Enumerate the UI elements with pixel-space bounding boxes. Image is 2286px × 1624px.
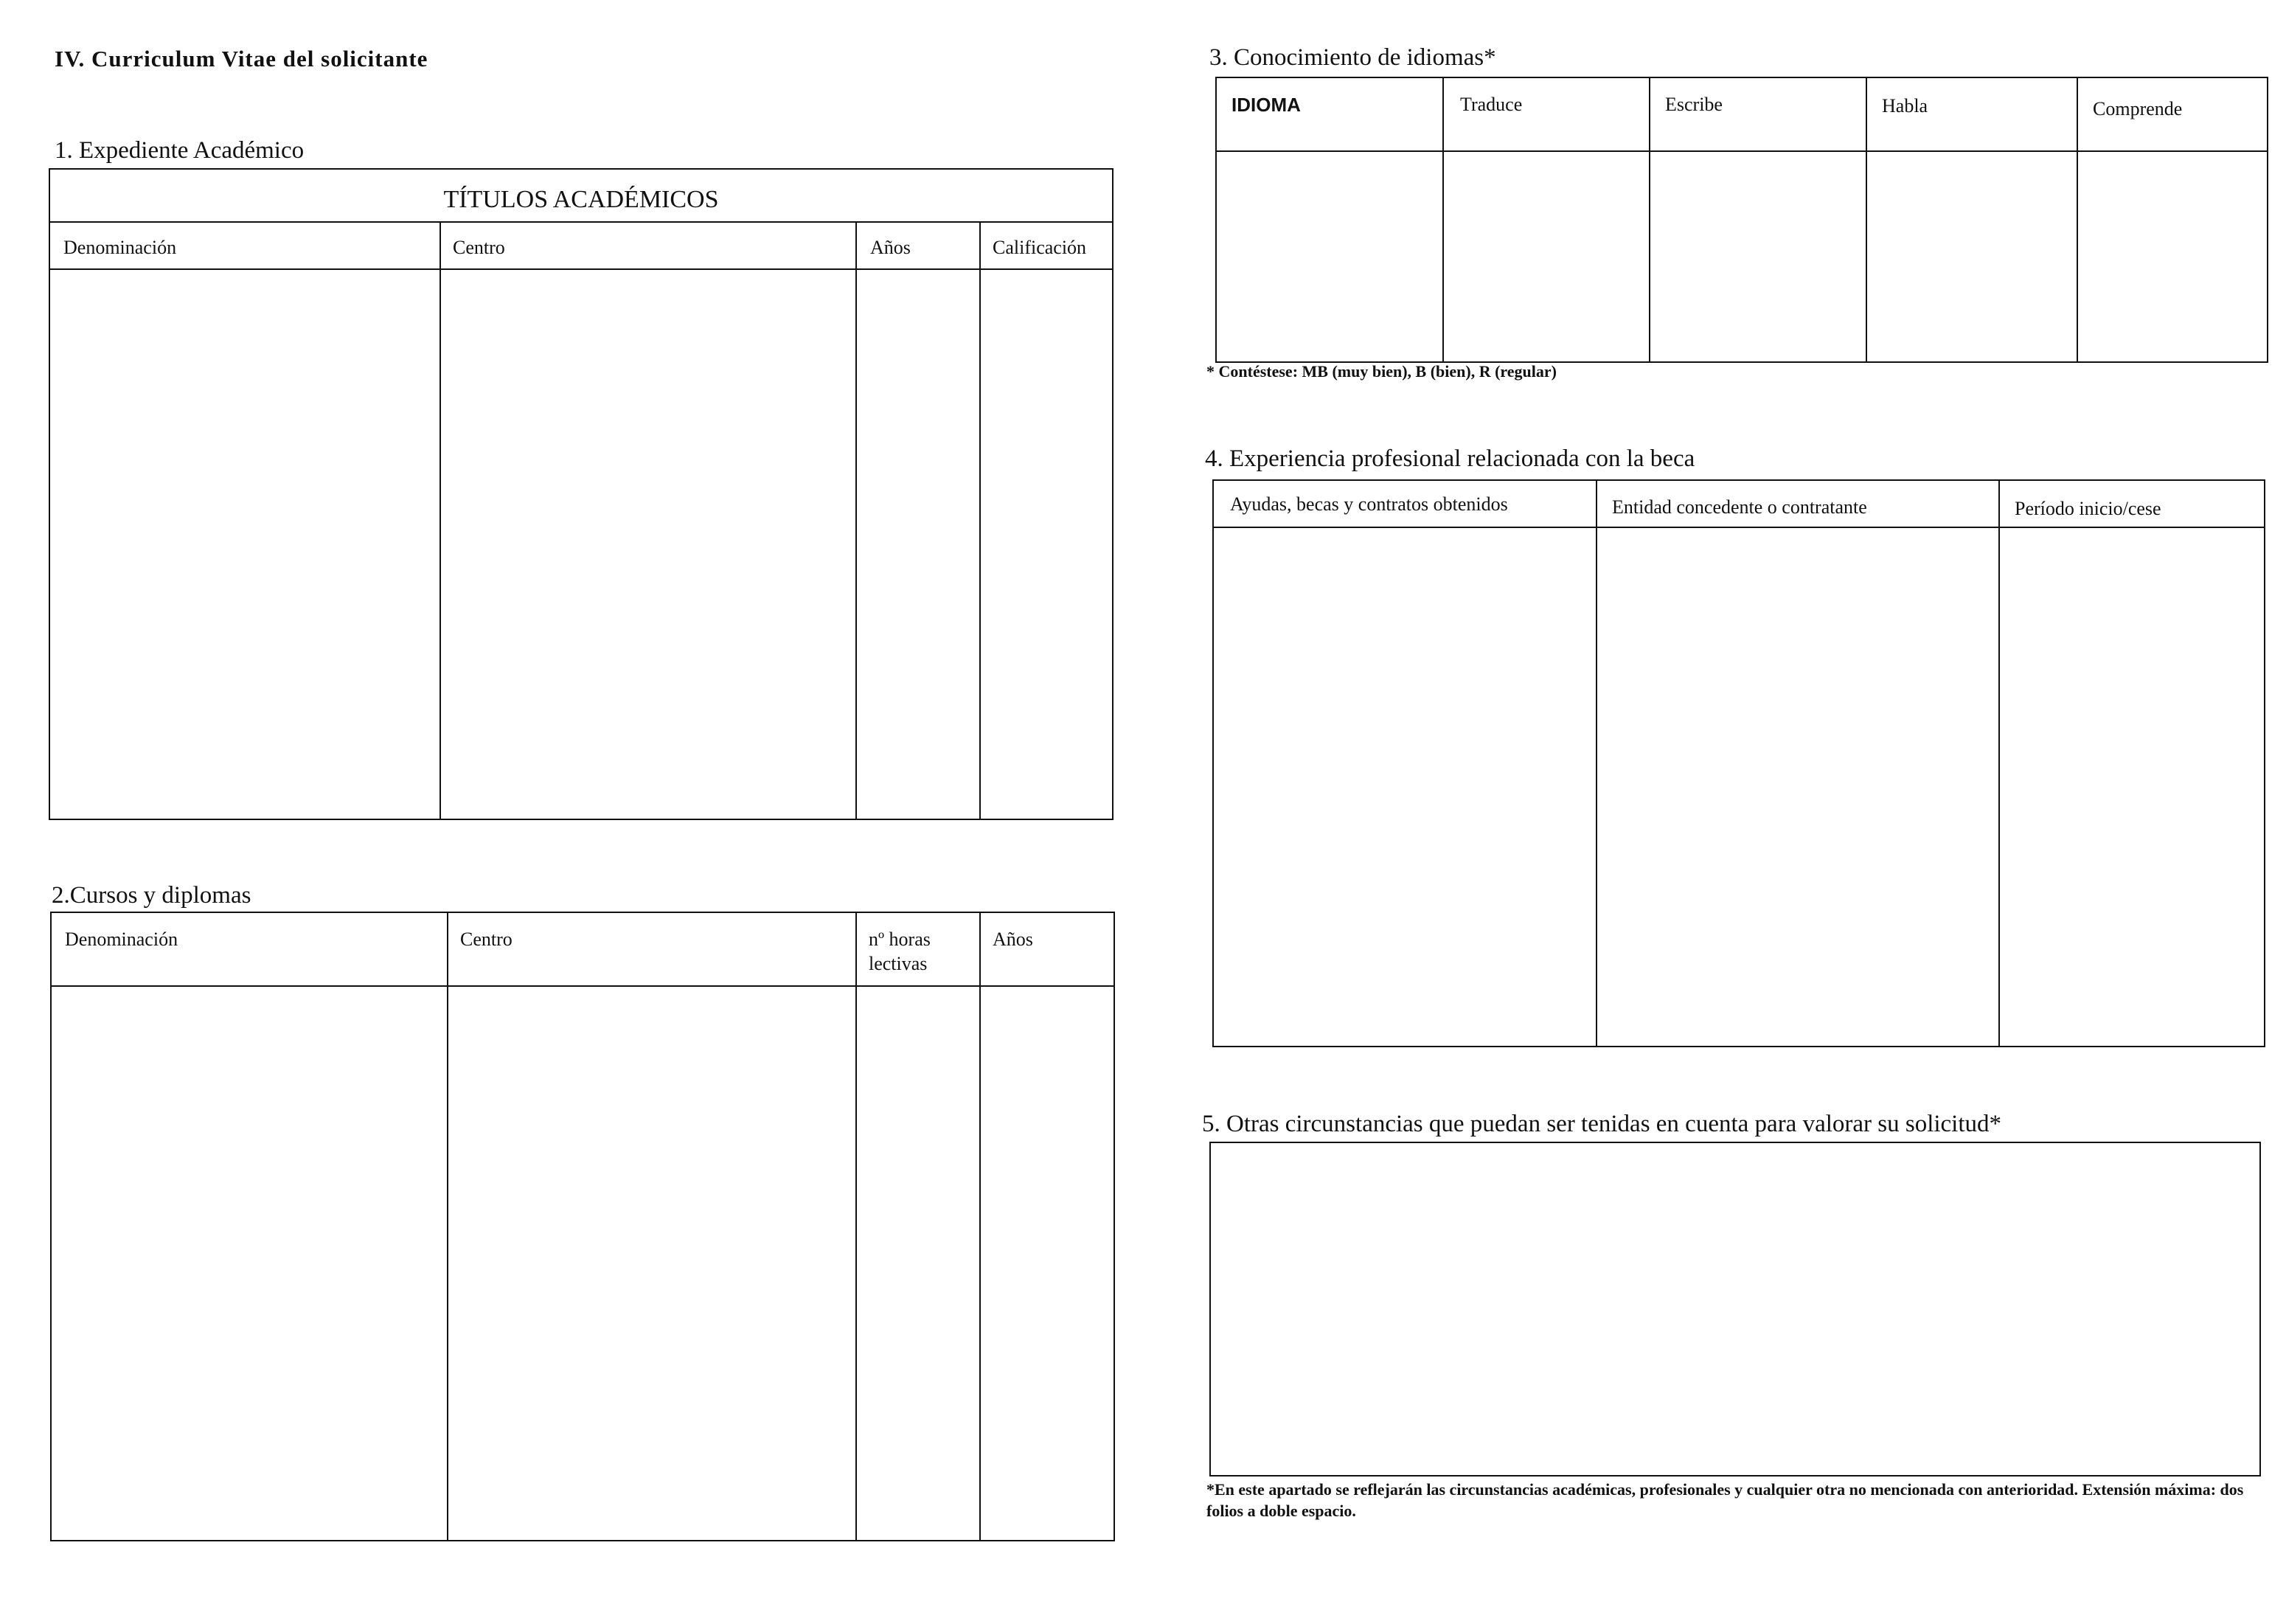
academic-titles-heading: TÍTULOS ACADÉMICOS [443,186,719,213]
other-circumstances-box[interactable] [1209,1142,2261,1476]
languages-entry-area[interactable] [1217,152,2267,361]
header-comprende: Comprende [2093,98,2183,119]
header-centro: Centro [453,237,505,258]
header-calificacion: Calificación [993,237,1087,258]
academic-titles-table [49,168,1114,820]
header-escribe: Escribe [1665,94,1723,115]
experience-table [1212,479,2265,1047]
header-ayudas: Ayudas, becas y contratos obtenidos [1230,493,1508,515]
section3-title: 3. Conocimiento de idiomas* [1209,44,1496,71]
header-denominacion: Denominación [65,929,178,950]
header-horas-lectivas: nº horas lectivas [869,929,931,974]
courses-table [50,912,1115,1541]
header-periodo: Período inicio/cese [2015,498,2161,519]
languages-table [1215,77,2268,363]
header-entidad: Entidad concedente o contratante [1612,496,1867,518]
courses-entry-area[interactable] [52,987,1114,1540]
header-habla: Habla [1882,95,1928,117]
header-anos: Años [870,237,911,258]
languages-note: * Contéstese: MB (muy bien), B (bien), R (regular) [1206,362,1557,381]
other-circumstances-note: *En este apartado se reflejarán las circunstancias académicas, profesionales y cualquier otra no mencionada con anterioridad. Extensión máxima: dos folios a doble espacio. [1206,1480,2244,1520]
header-idioma: IDIOMA [1231,94,1301,116]
academic-titles-entry-area[interactable] [50,270,1112,819]
header-anos: Años [993,929,1033,950]
header-traduce: Traduce [1460,94,1523,115]
header-centro: Centro [460,929,513,950]
section5-title: 5. Otras circunstancias que puedan ser tenidas en cuenta para valorar su solicitud* [1202,1111,2002,1137]
header-denominacion: Denominación [63,237,177,258]
page-title: IV. Curriculum Vitae del solicitante [55,46,428,72]
section4-title: 4. Experiencia profesional relacionada con la beca [1205,445,1695,472]
section2-title: 2.Cursos y diplomas [52,882,251,909]
section1-title: 1. Expediente Académico [55,137,305,164]
experience-entry-area[interactable] [1214,528,2264,1046]
